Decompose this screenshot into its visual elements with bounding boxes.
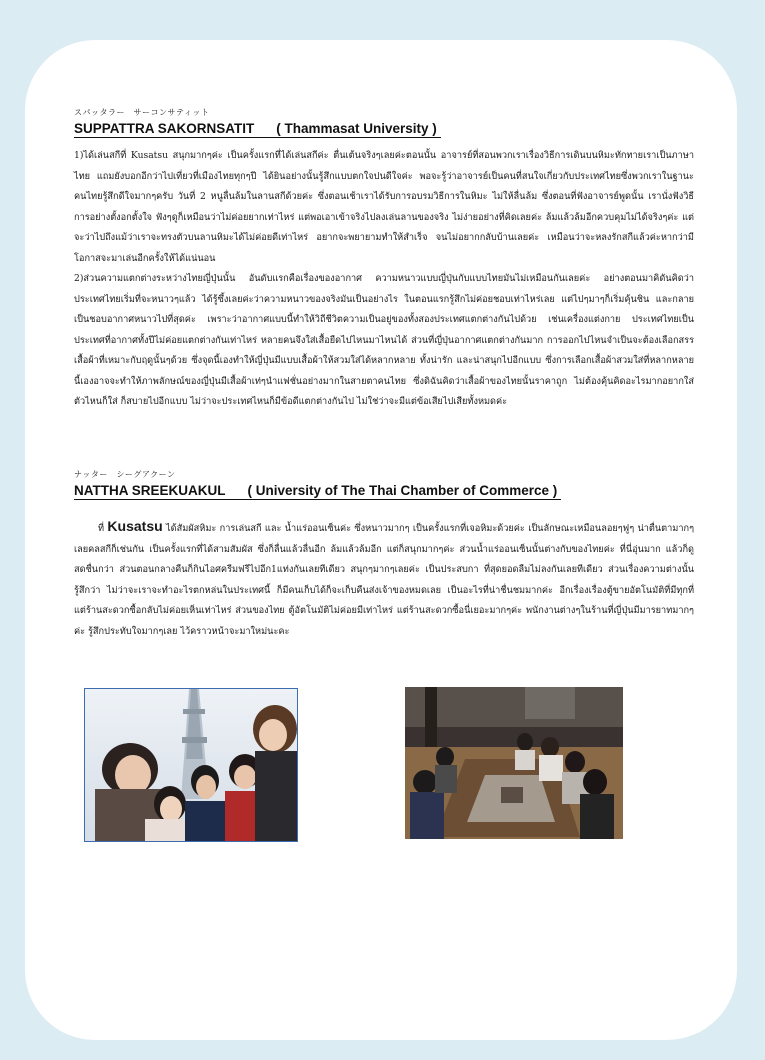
paragraph-1-1: 1)ได้เล่นสกีที่ Kusatsu สนุกมากๆค่ะ เป็นครั้งแรกที่ได้เล่นสกีค่ะ ตื่นเต้นจริงๆเลยค่ะตอนนั้น อาจารย์ที่สอนพวกเราเรื่องวิธีการเดินบนหิมะทักทายเราเป็นภาษาไทย แถมยังบอกอีกว่าไปเที่ยวที่เมืองไทยทุกๆปี ได้ยินอย่างนั้นรู้สึกแบบตกใจปนดีใจค่ะ พอจะรู้ว่าอาจารย์เป็นคนที่สนใจเกี่ยวกับประเทศไทยซึ่งพวกเราในฐานะคนไทยรู้สึกดีใจมากๆครับ วันที่ 2 หนูลื่นล้มในลานสกีด้วยค่ะ ซึ่งตอนเช้าเราได้รับการอบรมวิธีการในหิมะ ไม่ให้ลื่นล้ม ซึ่งตอนที่ฟังอาจารย์พูดนั้น เรานั่งฟังวิธีการอย่างตั้งอกตั้งใจ ฟังๆดูก็เหมือนว่าไม่ค่อยยากเท่าไหร่ แต่พอเอาเข้าจริงไปลงเล่นลานของจริง ไม่ง่ายอย่างที่คิดเลยค่ะ ล้มแล้วล้มอีกควบคุมไม่ได้จริงๆค่ะ แต่จะว่าไปถึงแม้ว่าเราจะทรงตัวบนลานหิมะได้ไม่ค่อยดีเท่าไหร่ อยากจะพยายามทำให้สำเร็จ จนไม่อยากกลับบ้านเลยค่ะ เหมือนว่าจะหลงรักสกีแล้วค่ะหากว่ามีโอกาสจะมาเล่นอีกครั้งให้ได้แน่นอน — [74, 150, 694, 264]
photo-group-selfie — [84, 688, 298, 842]
author-heading-2 — [74, 483, 561, 500]
photo-group-room — [405, 687, 623, 839]
kusatsu-word: Kusatsu — [107, 518, 163, 534]
author-name-1: SUPPATTRA SAKORNSATIT — [74, 121, 255, 136]
paragraph-1-2: 2)ส่วนความแตกต่างระหว่างไทยญี่ปุ่นนั้น อันดับแรกคือเรื่องของอากาศ ความหนาวแบบญี่ปุ่นกับแบบไทยมันไม่เหมือนกันเลยค่ะ อย่างตอนมาคิดันคิดว่าประเทศไทยเริ่มที่จะหนาวๆแล้ว ได้รู้ซึ้งเลยค่ะว่าความหนาวของจริงมันเป็นอย่างไร ในตอนแรกรู้สึกไม่ค่อยชอบเท่าไหร่เลย แต่ไปๆมาๆก็เริ่มคุ้นชิน และกลายเป็นชอบอากาศหนาวไปที่สุดค่ะ เพราะว่าอากาศแบบนี้ทำให้วิถีชีวิตความเป็นอยู่ของทั้งสองประเทศแตกต่างกันไปด้วย เช่นเครื่องแต่งกาย ประเทศไทยเป็นประเทศที่อากาศทั้งปีไม่ค่อยแตกต่างกันเท่าไหร่ หลายคนจึงใส่เสื้อยืดไปไหนมาไหนได้ ส่วนที่ญี่ปุ่นอากาศแตกต่างกันมาก การออกไปไหนจำเป็นจะต้องเลือกสรรเสื้อผ้าที่เหมาะกับฤดูนั้นๆด้วย ซึ่งจุดนี้เองทำให้ญี่ปุ่นมีแบบเสื้อผ้าให้สวมใส่ได้หลากหลาย ทั้งน่ารัก และน่าสนุกไปอีกแบบ ซึ่งการเลือกเสื้อผ้าสวมใส่ที่หลากหลายนี้เองอาจจะทำให้ภาพลักษณ์ของญี่ปุ่นมีเสื้อผ้าเท่ๆนำแฟชั่นอย่างมากในสายตาคนไทย ซึ่งดิฉันคิดว่าเสื้อผ้าของไทยนั้นราคาถูก ไม่ต้องคุ้นคิดอะไรมากอยากใส่ตัวไหนก็ใส่ ก็สบายไปอีกแบบ ไม่ว่าจะประเทศไหนก็มีข้อดีแตกต่างกันไป ไม่ใช่ว่าจะมีแต่ข้อเสียไปเสียทั้งหมดค่ะ — [74, 273, 694, 407]
lead-word: ที่ — [98, 523, 105, 534]
author-heading-1 — [74, 121, 441, 138]
author-affiliation-1: ( Thammasat University ) — [276, 121, 437, 136]
ruby-name-1: スパッタラー サーコンサティット — [74, 108, 210, 117]
paragraph-2-1 — [74, 516, 694, 642]
section-nattha — [74, 470, 694, 642]
author-name-2: NATTHA SREEKUAKUL — [74, 483, 226, 498]
section-suppattra — [74, 108, 694, 413]
paragraph-2-body: ได้สัมผัสหิมะ การเล่นสกี และ น้ำแร่ออนเซ็นค่ะ ซึ่งหนาวมากๆ เป็นครั้งแรกที่เจอหิมะด้วยค่ะ เป็นลักษณะเหมือนลอยๆฟูๆ น่าตื่นตามากๆ เลยคลสกีก็เช่นกัน เป็นครั้งแรกที่ได้สามสัมผัส ซึ่งก็ลื่นแล้วลื่นอีก ล้มแล้วล้มอีก แต่ก็สนุกมากๆค่ะ ส่วนน้ำแร่ออนเซ็นนั้นต่างกับของไทยค่ะ ที่นี่อุ่นมาก แล้วก็ดูสดชื่นกว่า ส่วนตอนกลางคืนก็กินไอศครีมฟรีไปอีก1แท่งกันเลยทีเดียว สนุกๆมากๆเลยค่ะ เป็นประสบกา ที่สุดยอดลืมไม่ลงกันเลยทีเดียว ส่วนเรื่องความต่างนั้น รู้สึกว่า ไม่ว่าจะเราจะทำอะไรตกหล่นในประเทศนี้ ก็มีคนเก็บได้ก็จะเก็บคืนส่งเจ้าของหมดเลย เป็นอะไรที่น่าชื่นชมมากค่ะ อีกเรื่องเรื่องตู้ขายอัตโนมัติที่มีทุกที่ แต่ร้านสะดวกซื้อกลับไม่ค่อยเห็นเท่าไหร่ ส่วนของไทย ตู้อัตโนมัติไม่ค่อยมีเท่าไหร่ แต่ร้านสะดวกซื้อนี่เยอะมากๆค่ะ พนักงานต่างๆในร้านที่ญี่ปุ่นมีมารยาทมากๆค่ะ รู้สึกประทับใจมากๆเลย ไว้คราวหน้าจะมาใหม่นะคะ — [74, 523, 695, 637]
author-affiliation-2: ( University of The Thai Chamber of Commerce ) — [247, 483, 558, 498]
ruby-name-2: ナッター シーグアクーン — [74, 470, 176, 479]
